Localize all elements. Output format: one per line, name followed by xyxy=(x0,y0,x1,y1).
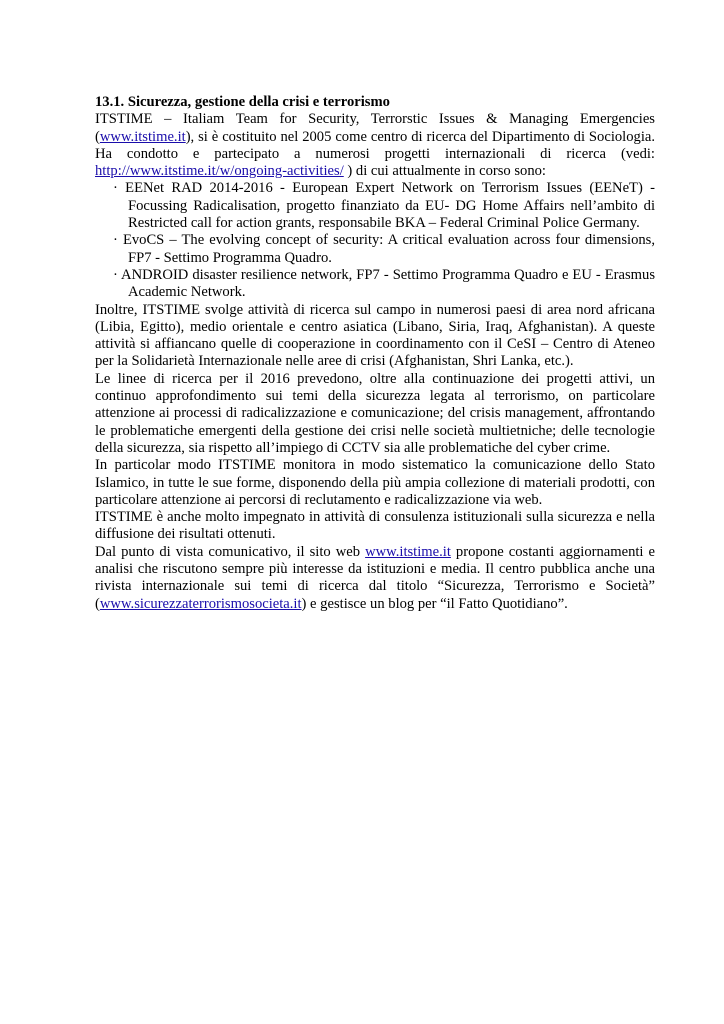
comm-text-b: propone costanti aggiornamenti e analisi che riscutono sempre più interesse da istituzioni e media. Il centro pubblica anche una rivista internazionale sui temi di ricerca dal titolo “Sicurezza, Terrorismo e Società” ( xyxy=(95,543,655,612)
intro-text-c: ) di cui attualmente in corso sono: xyxy=(343,163,546,180)
monitoring-paragraph: In particolar modo ITSTIME monitora in modo sistematico la comunicazione dello Stato Islamico, in tutte le sue forme, disponendo della più ampia collezione di materiali prodotti, con particolare attenzione ai percorsi di reclutamento e radicalizzazione via web. xyxy=(95,457,655,508)
communication-paragraph xyxy=(95,544,655,613)
journal-website-link[interactable]: www.sicurezzaterrorismosocieta.it xyxy=(99,595,302,612)
section-title: Sicurezza, gestione della crisi e terrorismo xyxy=(127,94,390,110)
list-item: · EENet RAD 2014-2016 - European Expert Network on Terrorism Issues (EENeT) - Focussing Radicalisation, progetto finanziato da EU- DG Home Affairs nell’ambito di Restricted call for action grants, responsabile BKA – Federal Criminal Police Germany. xyxy=(113,180,655,232)
section-number: 13.1 xyxy=(95,94,121,110)
list-item: · EvoCS – The evolving concept of security: A critical evaluation across four dimensions, FP7 - Settimo Programma Quadro. xyxy=(113,232,655,266)
consulting-paragraph: ITSTIME è anche molto impegnato in attività di consulenza istituzionali sulla sicurezza e nella diffusione dei risultati ottenuti. xyxy=(95,509,655,543)
fieldwork-paragraph: Inoltre, ITSTIME svolge attività di ricerca sul campo in numerosi paesi di area nord africana (Libia, Egitto), medio orientale e centro asiatica (Libano, Siria, Iraq, Afghanistan). A queste attività si affiancano quelle di cooperazione in coordinamento con il CeSI – Centro di Ateneo per la Solidarietà Internazionale nelle aree di crisi (Afghanistan, Shri Lanka, etc.). xyxy=(95,301,655,370)
list-item: · ANDROID disaster resilience network, FP7 - Settimo Programma Quadro e EU - Erasmus Academic Network. xyxy=(113,266,655,301)
intro-paragraph xyxy=(95,111,655,180)
ongoing-activities-link[interactable]: http://www.itstime.it/w/ongoing-activities/ xyxy=(95,163,344,180)
section-heading: 13.1. Sicurezza, gestione della crisi e terrorismo xyxy=(95,94,390,110)
intro-text-a: ITSTIME – Italiam Team for Security, Terrorstic Issues & Managing Emergencies ( xyxy=(95,111,655,145)
itstime-website-link[interactable]: www.itstime.it xyxy=(365,543,451,560)
comm-text-a: Dal punto di vista comunicativo, il sito web xyxy=(95,543,366,560)
document-page xyxy=(95,94,655,613)
intro-text-b: ), si è costituito nel 2005 come centro di ricerca del Dipartimento di Sociologia. Ha condotto e partecipato a numerosi progetti internazionali di ricerca (vedi: xyxy=(95,128,655,162)
itstime-link[interactable]: www.itstime.it xyxy=(99,128,186,145)
research-lines-paragraph: Le linee di ricerca per il 2016 prevedono, oltre alla continuazione dei progetti attivi, un continuo approfondimento sui temi della sicurezza legata al terrorismo, on particolare attenzione ai processi di radicalizzazione e comunicazione; del crisis management, affrontando le problematiche emergenti della gestione dei crisi nelle società multietniche; delle tecnologie della sicurezza, sia rispetto all’impiego di CCTV sia alle problematiche del cyber crime. xyxy=(95,370,655,456)
comm-text-c: ) e gestisce un blog per “il Fatto Quotidiano”. xyxy=(301,595,568,612)
